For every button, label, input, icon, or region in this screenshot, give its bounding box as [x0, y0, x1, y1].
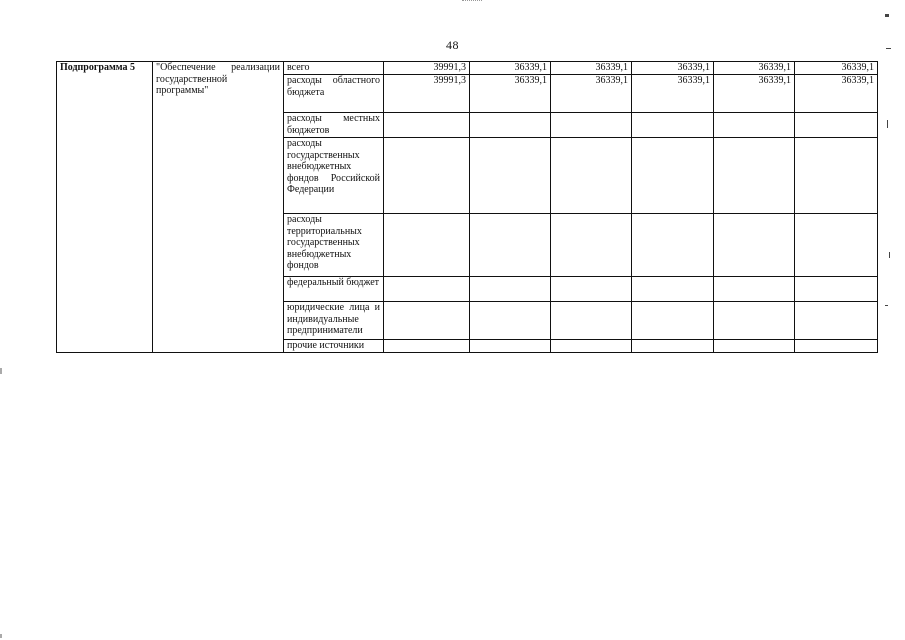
page-number: 48 — [446, 38, 459, 52]
value-cell — [714, 277, 795, 302]
value-cell — [632, 214, 714, 277]
value-cell — [470, 302, 551, 340]
value-cell — [470, 214, 551, 277]
value-cell — [795, 138, 878, 214]
value-cell — [470, 113, 551, 138]
scan-edge-mark — [0, 368, 2, 374]
scan-speck — [885, 305, 888, 306]
value-cell — [384, 138, 470, 214]
value-cell — [795, 277, 878, 302]
value-cell — [551, 302, 632, 340]
scan-speck — [889, 252, 890, 258]
subprogram-code: Подпрограмма 5 — [57, 62, 153, 353]
value-cell: 36339,1 — [714, 75, 795, 113]
value-cell — [714, 214, 795, 277]
value-cell — [384, 214, 470, 277]
value-cell: 36339,1 — [795, 75, 878, 113]
funding-source: расходы государственных внебюджетных фондов Российской Федерации — [284, 138, 384, 214]
funding-source: юридические лица и индивидуальные предприниматели — [284, 302, 384, 340]
funding-source: всего — [284, 62, 384, 75]
financing-table — [56, 61, 878, 353]
funding-source: расходы местных бюджетов — [284, 113, 384, 138]
value-cell — [470, 277, 551, 302]
value-cell — [795, 214, 878, 277]
value-cell: 36339,1 — [714, 62, 795, 75]
value-cell: 36339,1 — [632, 62, 714, 75]
value-cell — [632, 113, 714, 138]
value-cell: 36339,1 — [470, 75, 551, 113]
subprogram-name: "Обеспечение реализации государственной программы" — [153, 62, 284, 353]
scan-artifact-top — [462, 0, 482, 3]
value-cell — [714, 138, 795, 214]
value-cell — [714, 340, 795, 353]
value-cell: 36339,1 — [795, 62, 878, 75]
funding-source: расходы территориальных государственных внебюджетных фондов — [284, 214, 384, 277]
scan-edge-mark — [0, 634, 2, 638]
value-cell — [795, 302, 878, 340]
value-cell: 36339,1 — [551, 75, 632, 113]
value-cell — [714, 113, 795, 138]
value-cell: 39991,3 — [384, 75, 470, 113]
value-cell — [551, 214, 632, 277]
value-cell — [795, 340, 878, 353]
scan-speck — [887, 120, 888, 128]
value-cell — [470, 340, 551, 353]
value-cell: 36339,1 — [551, 62, 632, 75]
value-cell — [470, 138, 551, 214]
value-cell — [384, 302, 470, 340]
value-cell — [551, 277, 632, 302]
value-cell — [632, 138, 714, 214]
value-cell — [384, 277, 470, 302]
table-row — [57, 62, 878, 75]
value-cell — [714, 302, 795, 340]
scan-speck — [886, 48, 891, 49]
value-cell — [551, 340, 632, 353]
value-cell — [551, 138, 632, 214]
value-cell: 39991,3 — [384, 62, 470, 75]
value-cell — [551, 113, 632, 138]
value-cell — [795, 113, 878, 138]
funding-source: федеральный бюджет — [284, 277, 384, 302]
value-cell: 36339,1 — [470, 62, 551, 75]
value-cell: 36339,1 — [632, 75, 714, 113]
value-cell — [632, 277, 714, 302]
value-cell — [632, 302, 714, 340]
value-cell — [384, 340, 470, 353]
value-cell — [632, 340, 714, 353]
value-cell — [384, 113, 470, 138]
funding-source: расходы областного бюджета — [284, 75, 384, 113]
scan-speck — [885, 14, 889, 17]
funding-source: прочие источники — [284, 340, 384, 353]
